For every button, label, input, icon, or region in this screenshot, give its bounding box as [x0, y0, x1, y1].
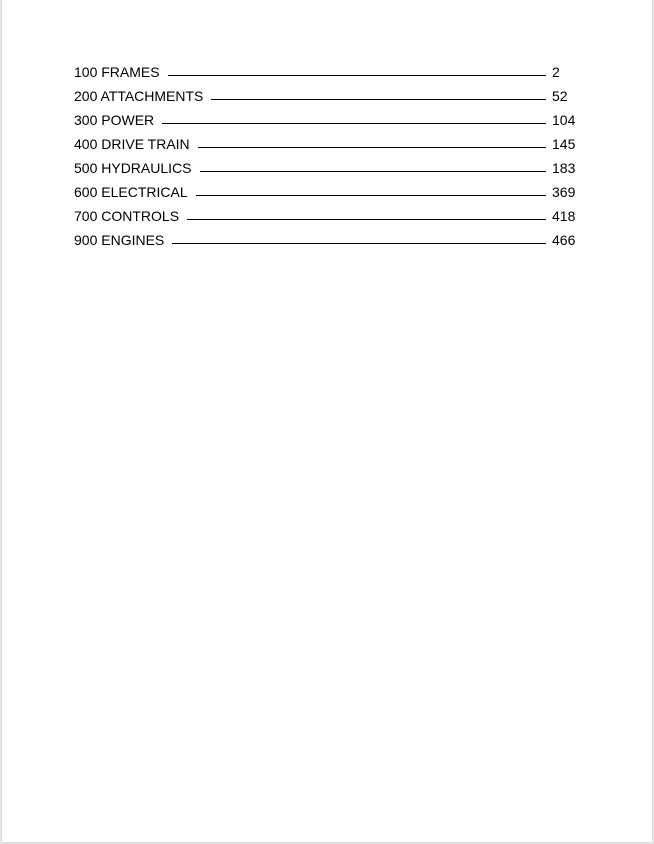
toc-entry-title: 700 CONTROLS [74, 208, 180, 224]
toc-entry-title: 400 DRIVE TRAIN [74, 136, 190, 152]
toc-leader-line [200, 171, 547, 172]
toc-entry-page-number: 183 [552, 160, 576, 176]
toc-leader-line [168, 75, 546, 76]
toc-entry-page-number: 145 [552, 136, 576, 152]
toc-leader-line [187, 219, 546, 220]
toc-entry-page-number: 104 [552, 112, 576, 128]
toc-entry-page-number: 418 [552, 208, 576, 224]
toc-entry-title: 100 FRAMES [74, 64, 160, 80]
toc-entry-title: 600 ELECTRICAL [74, 184, 188, 200]
toc-entry-title: 200 ATTACHMENTS [74, 88, 204, 104]
toc-entry-power[interactable] [74, 105, 578, 129]
toc-leader-line [211, 99, 546, 100]
toc-entry-electrical[interactable] [74, 177, 578, 201]
toc-entry-hydraulics[interactable] [74, 153, 578, 177]
document-page [2, 0, 652, 842]
toc-entry-drive-train[interactable] [74, 129, 578, 153]
toc-entry-page-number: 369 [552, 184, 576, 200]
toc-entry-frames[interactable] [74, 57, 578, 81]
toc-entry-title: 900 ENGINES [74, 232, 165, 248]
toc-entry-page-number: 466 [552, 232, 576, 248]
toc-leader-line [172, 243, 546, 244]
toc-leader-line [198, 147, 546, 148]
toc-leader-line [162, 123, 546, 124]
toc-entry-title: 500 HYDRAULICS [74, 160, 192, 176]
toc-entry-engines[interactable] [74, 225, 578, 249]
toc-leader-line [196, 195, 546, 196]
table-of-contents [74, 57, 578, 249]
toc-entry-page-number: 2 [552, 64, 560, 80]
toc-entry-page-number: 52 [552, 88, 568, 104]
toc-entry-controls[interactable] [74, 201, 578, 225]
toc-entry-attachments[interactable] [74, 81, 578, 105]
toc-entry-title: 300 POWER [74, 112, 155, 128]
